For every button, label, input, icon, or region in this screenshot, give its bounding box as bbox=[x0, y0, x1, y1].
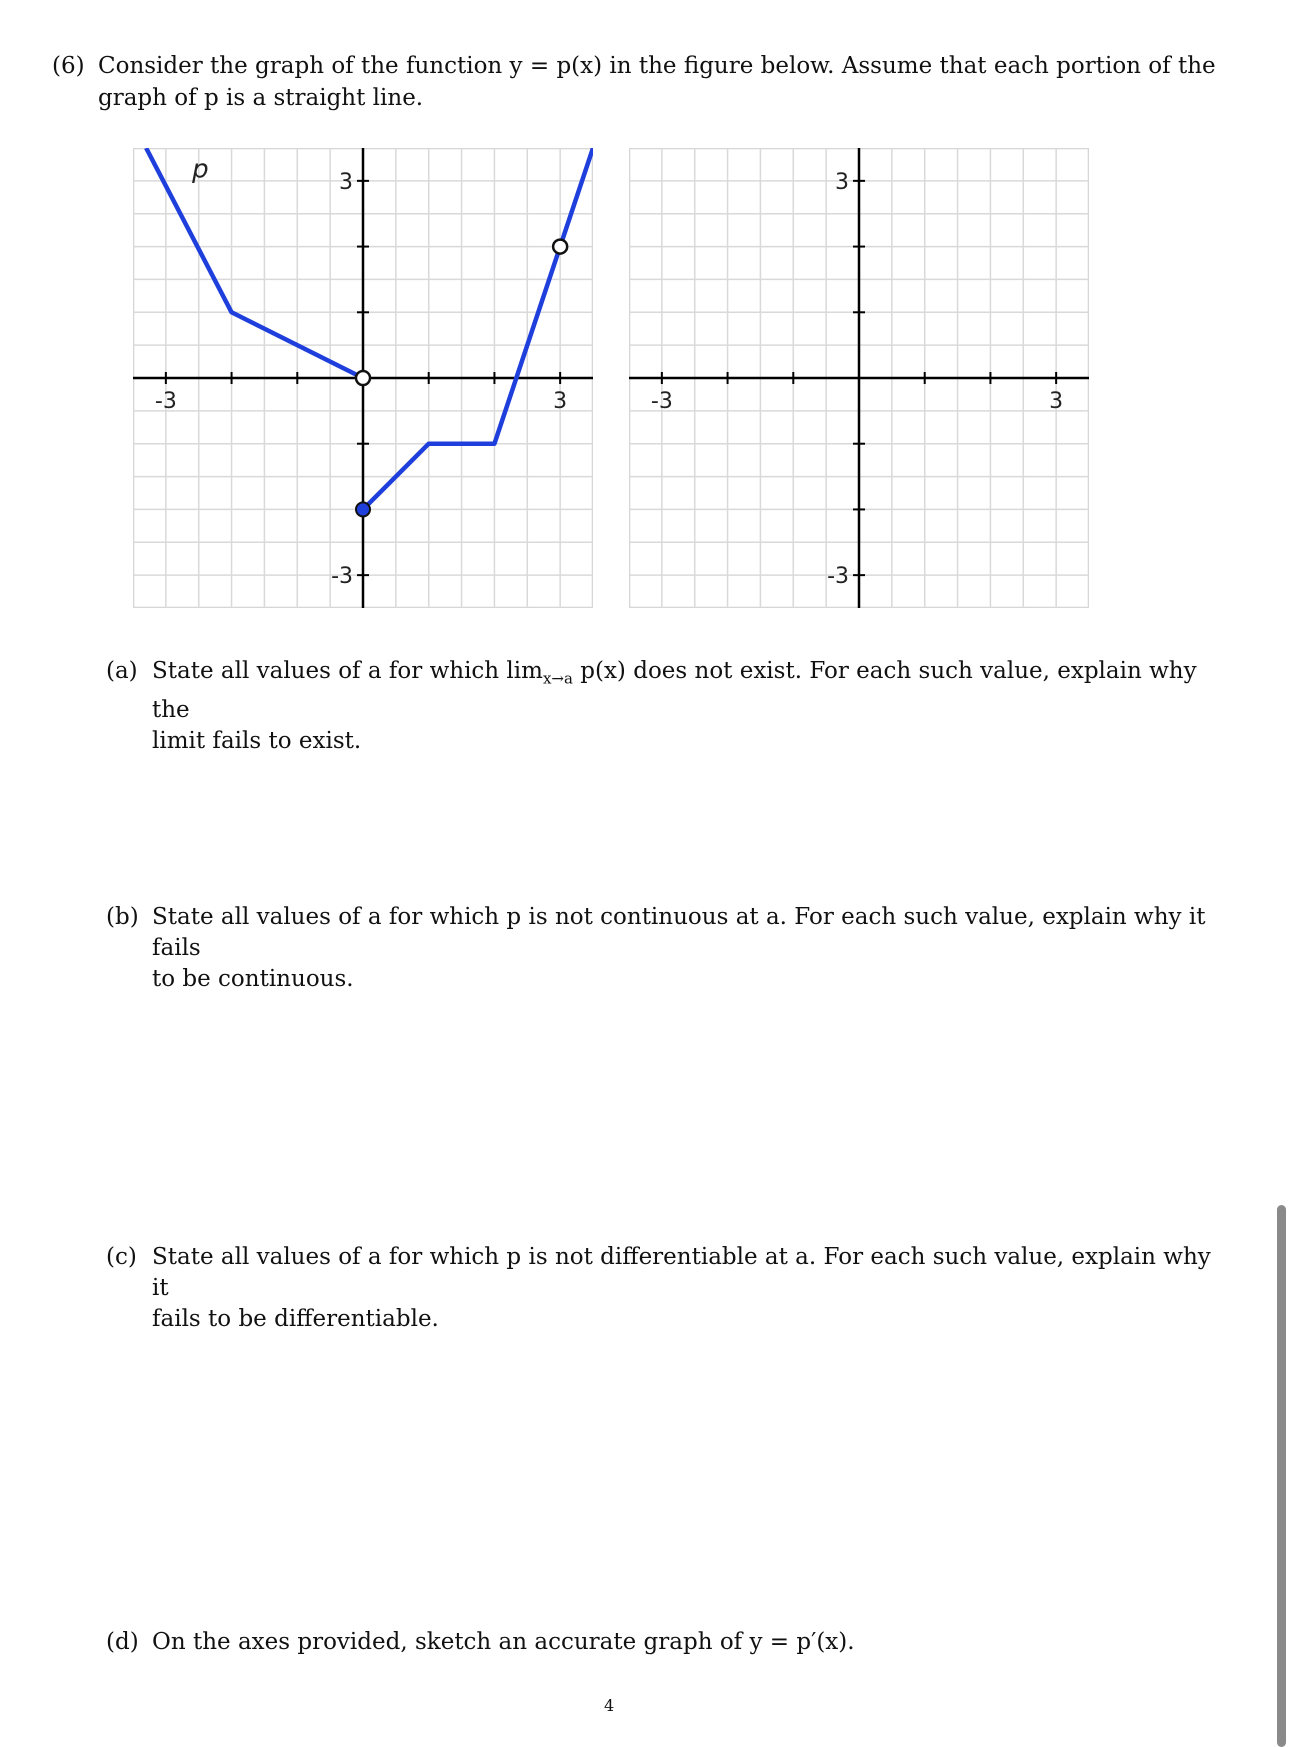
graph-p-x-tick-label: -3 bbox=[154, 389, 177, 414]
part-a-label: (a) bbox=[106, 658, 138, 684]
problem-line-1: Consider the graph of the function y = p(x) in the figure below. Assume that each portion of the bbox=[98, 53, 1216, 79]
graph-p-open-point bbox=[553, 240, 567, 254]
graph-p-open-point bbox=[356, 371, 370, 385]
graph-blank-x-tick-label: 3 bbox=[1049, 389, 1064, 414]
part-a bbox=[106, 656, 1224, 757]
scrollbar[interactable] bbox=[1277, 1205, 1286, 1747]
part-a-text-1b: p(x) does not exist. For each such value, explain why the bbox=[152, 658, 1197, 723]
problem-line-2: graph of p is a straight line. bbox=[98, 85, 424, 111]
part-a-limit-subscript: x→a bbox=[542, 669, 573, 688]
graph-blank-x-tick-label: -3 bbox=[650, 389, 673, 414]
part-c-label: (c) bbox=[106, 1244, 137, 1270]
graph-p-y-tick-label: -3 bbox=[331, 564, 353, 590]
graph-p-function-label: p bbox=[192, 154, 209, 185]
part-b-label: (b) bbox=[106, 904, 139, 930]
part-d-text-1: On the axes provided, sketch an accurate graph of y = p′(x). bbox=[152, 1629, 855, 1655]
part-b-text-2: to be continuous. bbox=[152, 966, 354, 992]
problem-number: (6) bbox=[52, 53, 85, 79]
part-c-text-2: fails to be differentiable. bbox=[152, 1306, 439, 1332]
graph-p-x-tick-label: 3 bbox=[553, 389, 568, 414]
graph-blank-axes bbox=[629, 148, 1089, 608]
part-a-text-2: limit fails to exist. bbox=[152, 727, 362, 754]
graph-p bbox=[133, 148, 593, 608]
part-d bbox=[106, 1627, 1224, 1658]
part-a-text-1: State all values of a for which lim bbox=[152, 658, 543, 684]
graph-blank-y-tick-label: 3 bbox=[835, 169, 849, 195]
graphs-container bbox=[133, 148, 1089, 608]
graph-blank-y-tick-label: -3 bbox=[827, 564, 849, 590]
problem-statement bbox=[52, 50, 1227, 114]
part-b-text-1: State all values of a for which p is not continuous at a. For each such value, explain why it fails bbox=[152, 904, 1206, 961]
page-number: 4 bbox=[604, 1696, 615, 1715]
graph-p-y-tick-label: 3 bbox=[339, 169, 353, 195]
graph-p-closed-point bbox=[356, 502, 370, 516]
part-b bbox=[106, 902, 1224, 995]
part-c-text-1: State all values of a for which p is not differentiable at a. For each such value, explain why it bbox=[152, 1244, 1211, 1301]
part-c bbox=[106, 1242, 1224, 1335]
part-d-label: (d) bbox=[106, 1629, 139, 1655]
